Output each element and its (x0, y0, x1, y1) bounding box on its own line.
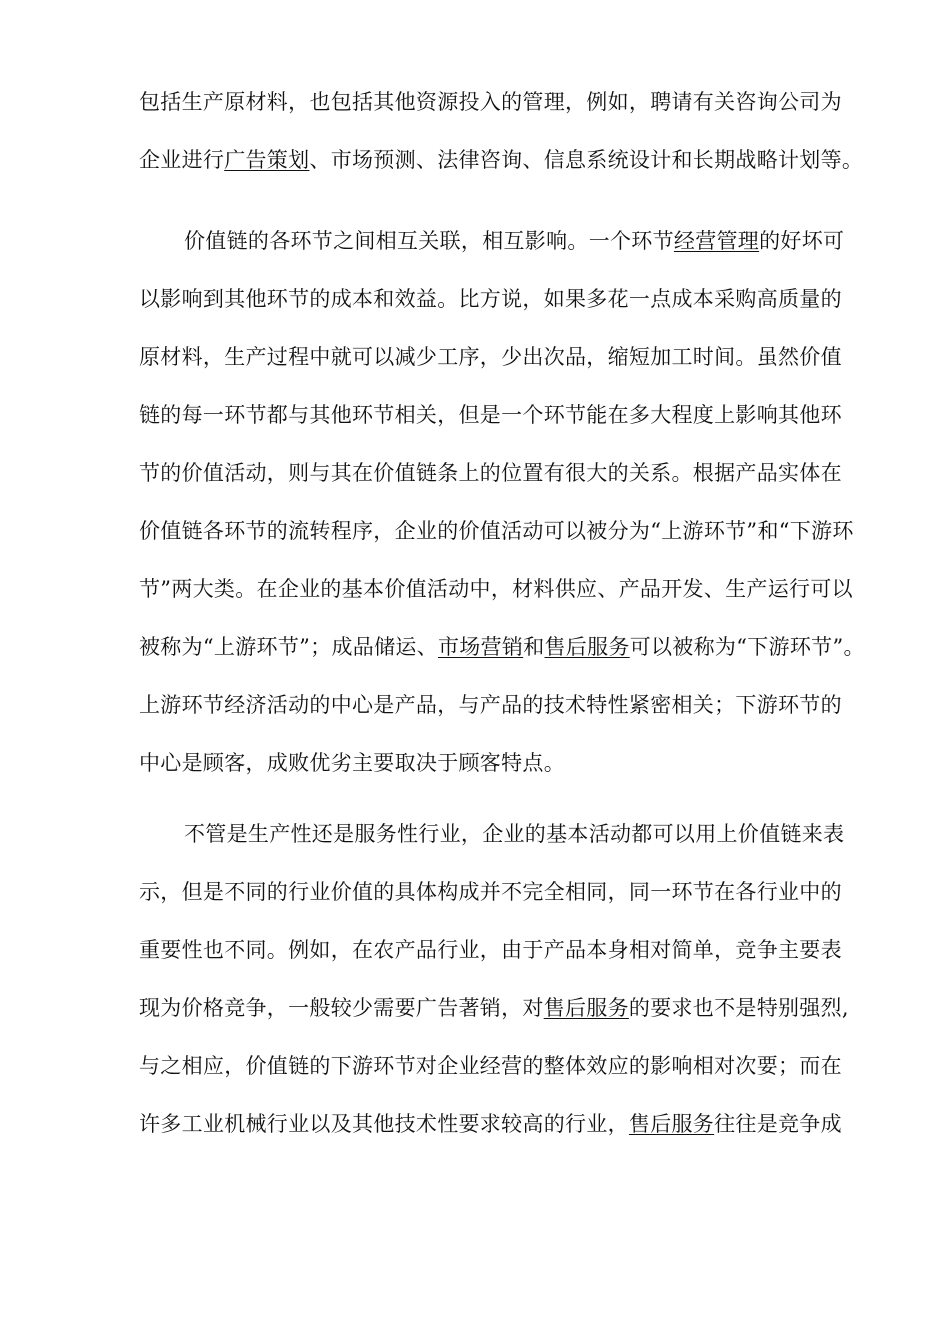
paragraph-line (139, 618, 899, 676)
text-run: 现为价格竞争，一般较少需要广告著销，对 (139, 996, 544, 1020)
link-marketing[interactable]: 市场营销 (437, 635, 524, 659)
text-run: 可以被称为“下游环节”。 (629, 635, 865, 659)
text-run: 和 (523, 635, 545, 659)
link-after-sales-service[interactable]: 售后服务 (544, 635, 630, 659)
text-run: 的要求也不是特别强烈, (628, 996, 849, 1020)
text-run: 价值链的各环节之间相互关联，相互影响。一个环节 (184, 229, 674, 253)
text-run: 、市场预测、法律咨询、信息系统设计和长期战略计划等。 (309, 148, 864, 172)
paragraph-line: 不管是生产性还是服务性行业，企业的基本活动都可以用上价值链来表 (184, 822, 845, 846)
paragraph-line: 链的每一环节都与其他环节相关，但是一个环节能在多大程度上影响其他环 (139, 403, 842, 427)
text-run: 的好坏可 (759, 229, 845, 253)
link-after-sales-service[interactable]: 售后服务 (543, 996, 629, 1020)
paragraph-line: 节的价值活动，则与其在价值链条上的位置有很大的关系。根据产品实体在 (139, 461, 842, 485)
paragraph-line (139, 212, 899, 270)
link-business-management[interactable]: 经营管理 (673, 229, 760, 253)
paragraph-line: 重要性也不同。例如，在农产品行业，由于产品本身相对简单，竞争主要表 (139, 938, 842, 962)
paragraph-line: 上游环节经济活动的中心是产品，与产品的技术特性紧密相关；下游环节的 (139, 693, 842, 717)
paragraph-line (139, 979, 899, 1037)
paragraph-line: 价值链各环节的流转程序，企业的价值活动可以被分为“上游环节”和“下游环 (139, 519, 854, 543)
paragraph-line (139, 1095, 899, 1153)
paragraph-line (139, 131, 899, 189)
link-after-sales-service[interactable]: 售后服务 (628, 1112, 715, 1136)
link-advertising-planning[interactable]: 广告策划 (224, 148, 310, 172)
paragraph-line: 与之相应，价值链的下游环节对企业经营的整体效应的影响相对次要；而在 (139, 1054, 842, 1078)
paragraph-line: 节”两大类。在企业的基本价值活动中，材料供应、产品开发、生产运行可以 (139, 577, 853, 601)
paragraph-line: 示，但是不同的行业价值的具体构成并不完全相同，同一环节在各行业中的 (139, 880, 842, 904)
text-run: 被称为“上游环节”；成品储运、 (139, 635, 438, 659)
text-run: 企业进行 (139, 148, 225, 172)
text-run: 许多工业机械行业以及其他技术性要求较高的行业， (139, 1112, 629, 1136)
text-run: 往往是竞争成 (714, 1112, 842, 1136)
paragraph-line: 中心是顾客，成败优劣主要取决于顾客特点。 (139, 751, 565, 775)
paragraph-line: 原材料，生产过程中就可以减少工序，少出次品，缩短加工时间。虽然价值 (139, 345, 842, 369)
paragraph-line: 包括生产原材料，也包括其他资源投入的管理，例如，聘请有关咨询公司为 (139, 90, 842, 114)
paragraph-3 (139, 805, 899, 1153)
paragraph-line: 以影响到其他环节的成本和效益。比方说，如果多花一点成本采购高质量的 (139, 287, 842, 311)
paragraph-2 (139, 212, 899, 792)
paragraph-1 (139, 73, 899, 189)
